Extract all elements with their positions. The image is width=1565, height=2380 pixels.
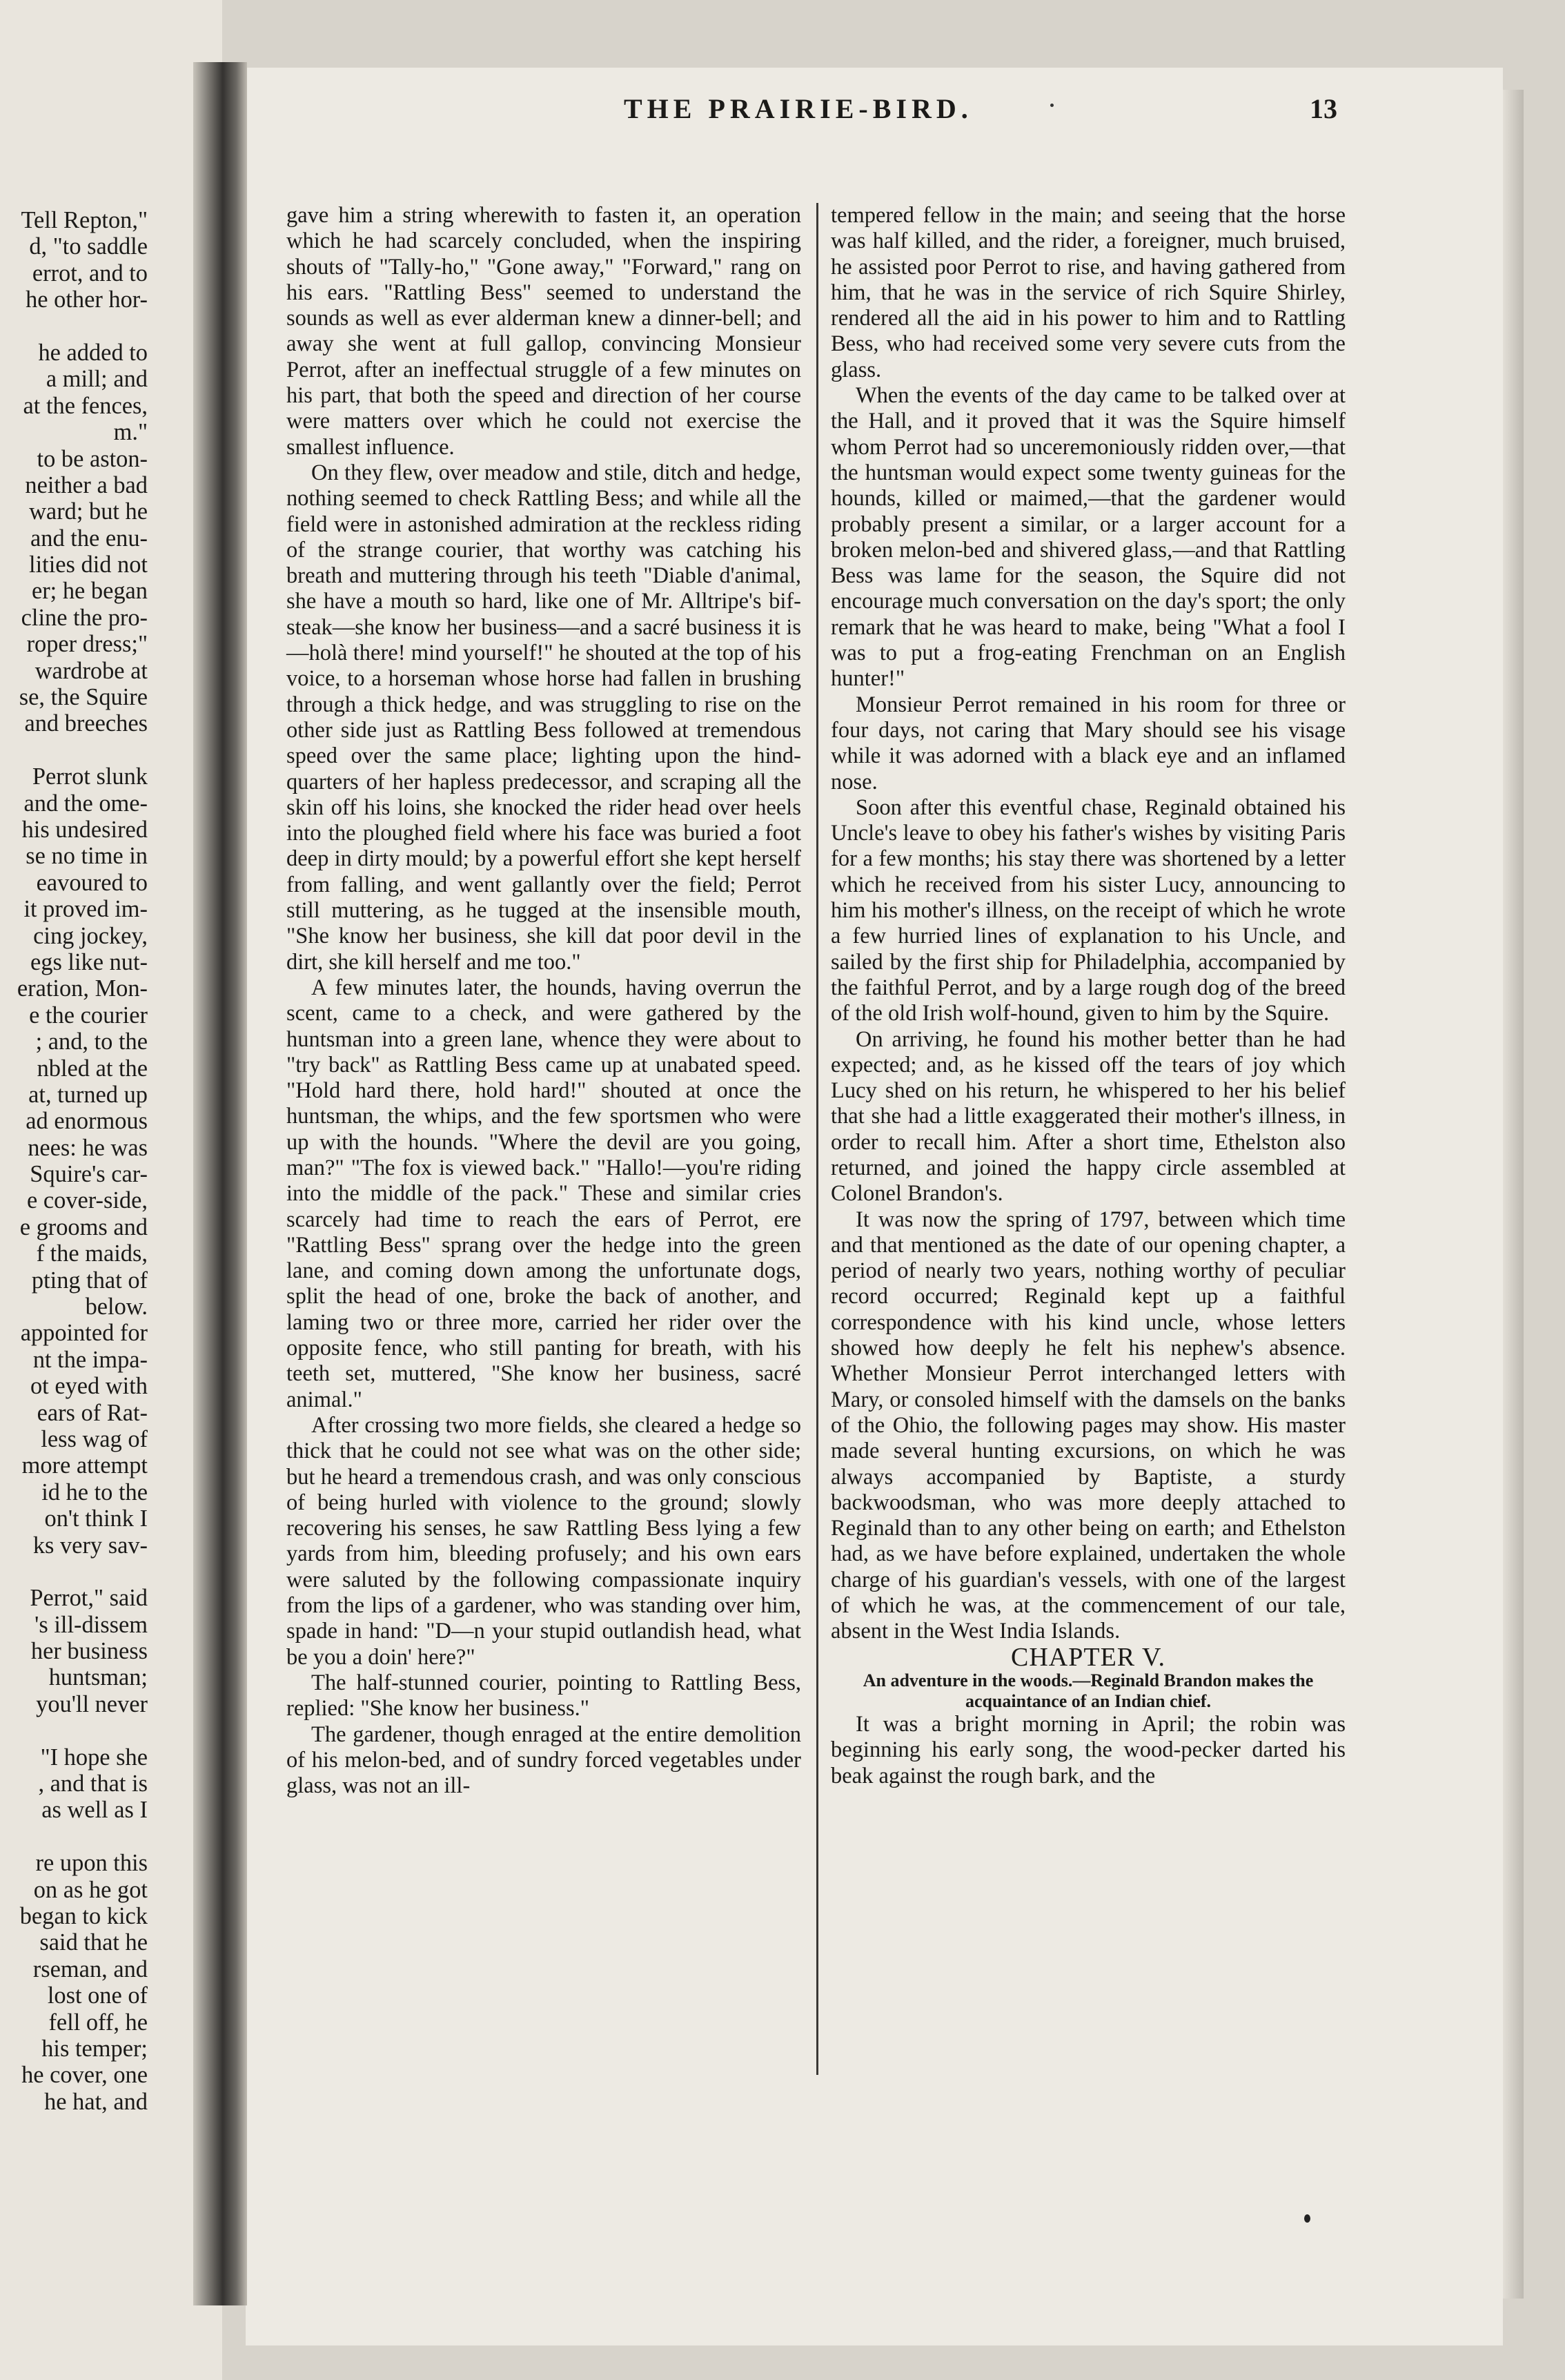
facing-page-line: said that he (39, 1929, 148, 1956)
facing-page-line: less wag of (41, 1425, 148, 1452)
facing-page-line: ks very sav- (32, 1532, 148, 1559)
facing-page-line: and breeches (24, 710, 148, 737)
facing-page-line: er; he began (31, 578, 148, 605)
text-column-left (286, 203, 801, 1799)
facing-page-text (0, 207, 148, 2115)
page-number: 13 (1310, 93, 1337, 124)
text-column-right (831, 203, 1346, 1789)
facing-page-line: more attempt (21, 1452, 148, 1479)
facing-page-line: 's ill-dissem (35, 1611, 148, 1638)
facing-page-line: began to kick (19, 1903, 148, 1929)
paragraph: It was a bright morning in April; the robin was beginning his early song, the wood-pecker darted his beak against the rough bark, and the (831, 1711, 1346, 1788)
book-gutter (193, 62, 247, 2305)
facing-page-line: nt the impa- (32, 1346, 148, 1373)
facing-page-line (0, 1824, 148, 1850)
facing-page-line: Tell Repton," (21, 207, 148, 233)
facing-page-line: cline the pro- (21, 604, 148, 631)
facing-page-line: huntsman; (48, 1664, 148, 1691)
facing-page-line: his undesired (21, 816, 148, 843)
facing-page-fragment (0, 0, 222, 2380)
facing-page-line: ot eyed with (30, 1373, 148, 1400)
facing-page-line: ears of Rat- (37, 1399, 148, 1426)
facing-page-line: se no time in (26, 843, 148, 870)
facing-page-line (0, 1717, 148, 1744)
facing-page-line: rseman, and (32, 1955, 148, 1982)
facing-page-line: ward; but he (29, 498, 148, 525)
facing-page-line: Perrot," said (30, 1585, 148, 1612)
facing-page-line: he cover, one (21, 2062, 148, 2089)
facing-page-line: eavoured to (36, 869, 148, 896)
facing-page-line: on as he got (33, 1876, 148, 1903)
facing-page-line: nees: he was (28, 1134, 148, 1161)
ink-speck (1304, 2214, 1310, 2223)
facing-page-line: and the ome- (23, 790, 148, 817)
facing-page-line: fell off, he (48, 2009, 148, 2036)
facing-page-line: ad enormous (26, 1108, 148, 1135)
facing-page-line (0, 737, 148, 763)
facing-page-line: nbled at the (37, 1055, 148, 1082)
facing-page-line: e cover-side, (27, 1187, 148, 1214)
facing-page-line: eration, Mon- (17, 975, 148, 1002)
paragraph: A few minutes later, the hounds, having overrun the scent, came to a check, and were gathered by the huntsman into a green lane, whence they were about to "try back" as Rattling Bess came up at unabated speed. "Hold hard there, hold hard!" shouted at once the huntsman, the whips, and the few sportsmen who were up with the hounds. "Where the devil are you going, man?" "The fox is viewed back." "Hallo!—you're riding into the middle of the pack." These and similar cries scarcely had time to reach the ears of Perrot, ere "Rattling Bess" sprang over the hedge into the green lane, and coming down among the unfortunate dogs, split the head of one, broke the back of another, and laming two or three more, carried her rider over the opposite fence, who still panting for breath, with his teeth set, muttered, "She know her business, sacré animal." (286, 975, 801, 1412)
facing-page-line: errot, and to (32, 260, 148, 286)
facing-page-line: re upon this (35, 1850, 148, 1877)
facing-page-line: it proved im- (23, 896, 148, 923)
column-divider (816, 203, 818, 2075)
facing-page-line: d, "to saddle (29, 233, 148, 260)
facing-page-line: cing jockey, (33, 922, 148, 949)
paragraph: After crossing two more fields, she cleared a hedge so thick that he could not see what was on the other side; but he heard a tremendous crash, and was only conscious of being hurled with violence to the ground; slowly recovering his senses, he saw Rattling Bess lying a few yards from him, bleeding profusely; and his own ears were saluted by the following compassionate inquiry from the lips of a gardener, who was standing over him, spade in hand: "D—n your stupid outlandish head, what be you a doin' here?" (286, 1412, 801, 1670)
running-title: THE PRAIRIE-BIRD. (624, 93, 973, 124)
paragraph: Soon after this eventful chase, Reginald obtained his Uncle's leave to obey his father's wishes by visiting Paris for a few months; his stay there was shortened by a letter which he received from his sister Lucy, announcing to him his mother's illness, on the receipt of which he wrote a few hurried lines of explanation to his Uncle, and sailed by the first ship for Philadelphia, accompanied by the faithful Perrot, and by a large rough dog of the breed of the old Irish wolf-hound, given to him by the Squire. (831, 794, 1346, 1026)
facing-page-line: Perrot slunk (32, 763, 148, 790)
facing-page-line: he added to (38, 339, 148, 366)
facing-page-line (0, 1559, 148, 1585)
facing-page-line: at, turned up (28, 1081, 148, 1108)
facing-page-line: f the maids, (36, 1240, 148, 1267)
facing-page-line: as well as I (41, 1797, 148, 1824)
facing-page-line: he hat, and (44, 2088, 148, 2115)
facing-page-line: a mill; and (46, 366, 148, 393)
facing-page-line: pting that of (31, 1267, 148, 1294)
facing-page-line: e the courier (29, 1002, 148, 1028)
paragraph: When the events of the day came to be talked over at the Hall, and it proved that it was the Squire himself whom Perrot had so unceremoniously ridden over,—that the huntsman would expect some twenty guineas for the hounds, killed or maimed,—that the gardener would probably present a similar, or a larger account for a broken melon-bed and shivered glass,—and that Rattling Bess was lame for the season, the Squire did not encourage much conversation on the day's sport; the only remark that he was heard to make, being "What a fool I was to put a frog-eating Frenchman on an English hunter!" (831, 383, 1346, 692)
facing-page-line: id he to the (41, 1479, 148, 1505)
paragraph: The half-stunned courier, pointing to Rattling Bess, replied: "She know her business." (286, 1670, 801, 1721)
facing-page-line: lities did not (29, 552, 148, 578)
facing-page-line: on't think I (44, 1505, 148, 1532)
facing-page-line: appointed for (20, 1320, 148, 1347)
page-edge (1503, 90, 1524, 2299)
facing-page-line: , and that is (38, 1771, 148, 1797)
facing-page-line: e grooms and (19, 1213, 148, 1240)
paragraph: It was now the spring of 1797, between which time and that mentioned as the date of our opening chapter, a period of nearly two years, nothing worthy of peculiar record occurred; Reginald kept up a faithful correspondence with his kind uncle, whose letters showed how deeply he felt his nephew's absence. Whether Monsieur Perrot interchanged letters with Mary, or consoled himself with the damsels on the banks of the Ohio, the following pages may show. His master made several hunting excursions, on which he was always accompanied by Baptiste, a sturdy backwoodsman, who was more deeply attached to Reginald than to any other being on earth; and Ethelston had, as we have before explained, undertaken the whole charge of his guardian's vessels, with one of the largest of which he was, at the commencement of our tale, absent in the West India Islands. (831, 1207, 1346, 1644)
facing-page-line: "I hope she (40, 1744, 148, 1771)
facing-page-line: his temper; (41, 2035, 148, 2062)
facing-page-line (0, 313, 148, 340)
facing-page-line: m." (113, 419, 148, 446)
facing-page-line: below. (85, 1294, 148, 1320)
paragraph: On arriving, he found his mother better than he had expected; and, as he kissed off the tears of joy which Lucy shed on his return, he whispered to her his belief that she had a little exaggerated their mother's illness, in order to recall him. After a short time, Ethelston also returned, and joined the happy circle assembled at Colonel Brandon's. (831, 1026, 1346, 1207)
paragraph: gave him a string wherewith to fasten it, an operation which he had scarcely concluded, when the inspiring shouts of "Tally-ho," "Gone away," "Forward," rang on his ears. "Rattling Bess" seemed to understand the sounds as well as ever alderman knew a dinner-bell; and away she went at full gallop, convincing Monsieur Perrot, after an ineffectual struggle of a few minutes on his part, that both the speed and direction of her course were matters over which he could not exercise the smallest influence. (286, 203, 801, 460)
paragraph: On they flew, over meadow and stile, ditch and hedge, nothing seemed to check Rattling Bess; and while all the field were in astonished admiration at the reckless riding of the strange courier, that worthy was catching his breath and muttering through his teeth "Diable d'animal, she have a mouth so hard, like one of Mr. Alltripe's bif-steak—she know her business—and a sacré business it is—holà there! mind yourself!" he shouted at the top of his voice, to a horseman whose horse had fallen in brushing through a thick hedge, and was struggling to rise on the other side just as Rattling Bess followed at tremendous speed over the same place; lighting upon the hind-quarters of her hapless predecessor, and scraping all the skin off his loins, she knocked the rider head over heels into the ploughed field where his face was buried a foot deep in dirty mould; by a powerful effort she kept herself from falling, and went gallantly over the field; Perrot still muttering, as he tugged at the insensible mouth, "She know her business, she kill dat poor devil in the dirt, she kill herself and me too." (286, 460, 801, 975)
facing-page-line: se, the Squire (19, 684, 148, 711)
facing-page-line: wardrobe at (35, 657, 148, 684)
paragraph: tempered fellow in the main; and seeing that the horse was half killed, and the rider, a foreigner, much bruised, he assisted poor Perrot to rise, and having gathered from him, that he was in the service of rich Squire Shirley, rendered all the aid in his power to him and to Rattling Bess, who had received some very severe cuts from the glass. (831, 203, 1346, 382)
facing-page-line: ; and, to the (35, 1028, 148, 1055)
chapter-heading: CHAPTER V. (1011, 1642, 1165, 1672)
page-header (0, 92, 1565, 134)
paragraph: The gardener, though enraged at the entire demolition of his melon-bed, and of sundry forced vegetables under glass, was not an ill- (286, 1721, 801, 1799)
facing-page-line: roper dress;" (26, 631, 148, 658)
paragraph: Monsieur Perrot remained in his room for three or four days, not caring that Mary should see his visage while it was adorned with a black eye and an inflamed nose. (831, 692, 1346, 794)
facing-page-line: lost one of (47, 1982, 148, 2009)
facing-page-line: egs like nut- (30, 948, 148, 975)
facing-page-line: neither a bad (25, 471, 148, 498)
chapter-summary: An adventure in the woods.—Reginald Brandon makes the acquaintance of an Indian chief. (863, 1670, 1314, 1711)
facing-page-line: her business (30, 1638, 148, 1665)
facing-page-line: at the fences, (23, 392, 148, 419)
facing-page-line: and the enu- (30, 525, 148, 552)
facing-page-line: he other hor- (26, 286, 148, 313)
facing-page-line: Squire's car- (30, 1161, 148, 1188)
facing-page-line: to be aston- (37, 445, 148, 472)
facing-page-line: you'll never (36, 1690, 148, 1717)
